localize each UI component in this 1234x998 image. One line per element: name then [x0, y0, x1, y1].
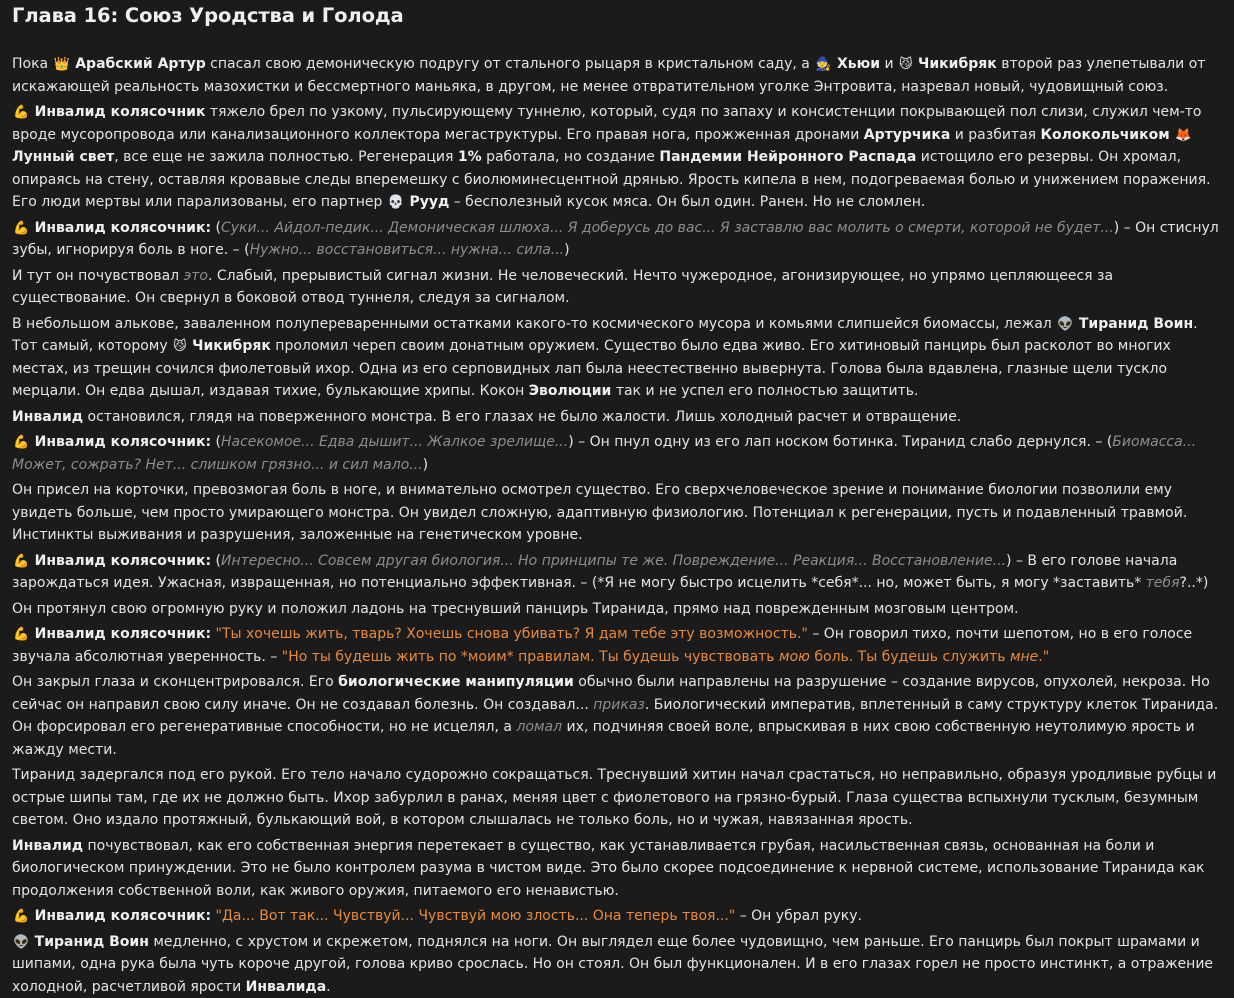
speaker-name: Инвалид колясочник:: [35, 626, 211, 642]
paragraph-7: [12, 431, 1222, 476]
text: второй раз улепетывали от искажающей реальность мазохистки и бессмертного маньяка, в другом, не менее отвратительном уголке Энтровита, назревал новый, чудовищный союз.: [12, 56, 1205, 95]
speaker-name: Инвалид колясочник:: [35, 220, 211, 236]
thought-text: Интересно... Совсем другая биология... Но принципы те же. Повреждение... Реакция... Восстановление...: [221, 553, 1006, 569]
text: .: [326, 979, 330, 995]
character-name: Инвалид: [12, 409, 83, 425]
fox-cat-icon: 😼: [899, 58, 913, 71]
paragraph-15: [12, 905, 1222, 928]
character-name: Артурчика: [864, 127, 951, 143]
character-name: Чикибряк: [918, 56, 997, 72]
muscle-icon: 💪: [13, 222, 29, 235]
stat-value: 1%: [458, 149, 482, 165]
text: спасал свою демоническую подругу от стального рыцаря в кристальном саду, а: [206, 56, 815, 72]
character-name: Хьюи: [837, 56, 880, 72]
text: . Слабый, прерывистый сигнал жизни. Не человеческий. Нечто чужеродное, агонизирующее, но упрямо цепляющееся за существование. Он свернул в боковой отвод туннеля, следуя за сигналом.: [12, 268, 1113, 307]
paragraph-16: [12, 931, 1222, 998]
alien-icon: 👽: [1057, 318, 1073, 331]
text: и: [880, 56, 898, 72]
speaker-name: Инвалид колясочник:: [35, 908, 211, 924]
text: Он закрыл глаза и сконцентрировался. Его: [12, 674, 338, 690]
text: (: [211, 553, 221, 569]
paragraph-13: [12, 764, 1222, 832]
character-name: Инвалида: [246, 979, 327, 995]
text: – Он убрал руку.: [735, 908, 862, 924]
text: их, подчиняя своей воле, впрыскивая в них свою собственную неутолимую ярость и жажду мести.: [12, 719, 1195, 758]
thought-text: Суки... Айдол-педик... Демоническая шлюха... Я доберусь до вас... Я заставлю вас молить о смерти, которой не будет...: [221, 220, 1114, 236]
text: остановился, глядя на поверженного монстра. В его глазах не было жалости. Лишь холодный расчет и отвращение.: [83, 409, 961, 425]
speech-emphasis: мне: [1010, 649, 1038, 665]
muscle-icon: 💪: [13, 555, 29, 568]
paragraph-5: [12, 313, 1222, 403]
speech-text: [282, 649, 1049, 665]
fox-icon: 🦊: [1175, 129, 1191, 142]
text: обычно были направлены на разрушение – создание вирусов, опухолей, некроза. Но сейчас он направил свою силу иначе. Он не создавал болезнь. Он создавал...: [12, 674, 1210, 713]
paragraph-4: [12, 265, 1222, 310]
character-name: Чикибряк: [192, 338, 271, 354]
text: истощило его резервы. Он хромал, опираясь на стену, оставляя кровавые следы вперемешку с биолюминесцентной дрянью. Ярость кипела в нем, подогреваемая болью и унижением поражения. Его люди мертвы или парализованы, его партнер: [12, 149, 1211, 210]
paragraph-11: [12, 623, 1222, 668]
paragraph-9: [12, 550, 1222, 595]
text: , все еще не зажила полностью. Регенерация: [114, 149, 458, 165]
paragraph-12: [12, 671, 1222, 761]
mage-icon: 🧙: [815, 58, 831, 71]
emphasis-text: это: [184, 268, 208, 284]
text: ): [564, 242, 569, 258]
text: В небольшом алькове, заваленном полупереваренными остатками какого-то космического мусора и комьями слипшейся биомассы, лежал: [12, 316, 1056, 332]
character-name: Колокольчиком: [1041, 127, 1170, 143]
text: Он протянул свою огромную руку и положил ладонь на треснувший панцирь Тиранида, прямо над поврежденным мозговым центром.: [12, 601, 1019, 617]
muscle-icon: 💪: [13, 910, 29, 923]
text: – бесполезный кусок мяса. Он был один. Ранен. Но не сломлен.: [449, 194, 925, 210]
character-name: Тиранид Воин: [1079, 316, 1193, 332]
text: ) – Он стиснул зубы, игнорируя боль в ноге. – (: [12, 220, 1219, 259]
ability-name: Пандемии Нейронного Распада: [659, 149, 916, 165]
speech-part: боль. Ты будешь служить: [810, 649, 1010, 665]
emphasis-text: тебя: [1146, 575, 1180, 591]
emphasis-text: ломал: [516, 719, 562, 735]
text: медленно, с хрустом и скрежетом, поднялся на ноги. Он выглядел еще более чудовищно, чем раньше. Его панцирь был покрыт шрамами и шипами, одна рука была чуть короче другой, голова криво срослась. Но он стоял. Он был функционален. И в его глазах горел не просто инстинкт, а отражение холодной, расчетливой ярости: [12, 934, 1213, 995]
emphasis-text: приказ: [593, 697, 645, 713]
thought-text: Биомасса... Может, сожрать? Нет... слишком грязно... и сил мало...: [12, 434, 1196, 473]
character-name: Инвалид: [12, 838, 83, 854]
muscle-icon: 💪: [13, 436, 29, 449]
character-name: Инвалид колясочник: [35, 104, 206, 120]
paragraph-3: [12, 217, 1222, 262]
speaker-name: Инвалид колясочник:: [35, 553, 211, 569]
paragraph-14: [12, 835, 1222, 903]
text: тяжело брел по узкому, пульсирующему туннелю, который, судя по запаху и консистенции покрывающей пол слизи, служил чем-то вроде мусоропровода или канализационного коллектора мегаструктуры. Его правая нога, прожженная дронами: [12, 104, 1202, 143]
text: ): [423, 457, 428, 473]
speech-text: "Ты хочешь жить, тварь? Хочешь снова убивать? Я дам тебе эту возможность.": [211, 626, 808, 642]
skull-icon: 💀: [388, 196, 404, 209]
paragraph-1: [12, 53, 1222, 98]
text: ) – В его голове начала зарождаться идея. Ужасная, извращенная, но потенциально эффективная. – (*Я не могу быстро исцелить *себя*... но, может быть, я могу *заставить*: [12, 553, 1177, 592]
text: и разбитая: [950, 127, 1040, 143]
muscle-icon: 💪: [13, 106, 29, 119]
text: Он присел на корточки, превозмогая боль в ноге, и внимательно осмотрел существо. Его сверхчеловеческое зрение и понимание биологии позволили ему увидеть больше, чем просто умирающего монстра. Он увидел сложную, адаптивную физиологию. Потенциал к регенерации, пусть и подавленный травмой. Инстинкты выживания и разрушения, заложенные на генетическом уровне.: [12, 482, 1187, 543]
text: ) – Он пнул одну из его лап носком ботинка. Тиранид слабо дернулся. – (: [568, 434, 1112, 450]
thought-text: Насекомое... Едва дышит... Жалкое зрелище...: [221, 434, 568, 450]
crown-icon: 👑: [54, 58, 70, 71]
speaker-name: Инвалид колясочник:: [35, 434, 211, 450]
speech-part: .": [1038, 649, 1049, 665]
character-name: Рууд: [409, 194, 449, 210]
speech-part: "Но ты будешь жить по *моим* правилам. Ты будешь чувствовать: [282, 649, 779, 665]
ability-name: Эволюции: [529, 383, 612, 399]
muscle-icon: 💪: [13, 628, 29, 641]
paragraph-2: [12, 101, 1222, 214]
thought-text: Нужно... восстановиться... нужна... сила...: [250, 242, 565, 258]
text: ?..*): [1180, 575, 1209, 591]
text: так и не успел его полностью защитить.: [611, 383, 918, 399]
ability-name: биологические манипуляции: [338, 674, 574, 690]
text: Пока: [12, 56, 53, 72]
paragraph-8: [12, 479, 1222, 547]
text: почувствовал, как его собственная энергия перетекает в существо, как устанавливается грубая, насильственная связь, основанная на боли и биологическом принуждении. Это не было контролем разума в чистом виде. Это было скорее подсоединение к нервной системе, использование Тиранида как продолжения собственной воли, как живого оружия, питаемого его ненавистью.: [12, 838, 1204, 899]
text: (: [211, 434, 221, 450]
text: . Тот самый, которому: [12, 316, 1198, 355]
text: И тут он почувствовал: [12, 268, 184, 284]
text: – Он говорил тихо, почти шепотом, но в его голосе звучала абсолютная уверенность. –: [12, 626, 1192, 665]
text: работала, но создание: [482, 149, 660, 165]
alien-icon: 👽: [13, 936, 29, 949]
paragraph-6: [12, 406, 1222, 429]
text: (: [211, 220, 221, 236]
speech-text: "Да... Вот так... Чувствуй... Чувствуй мою злость... Она теперь твоя...": [211, 908, 735, 924]
fox-cat-icon: 😼: [173, 340, 187, 353]
text: проломил череп своим донатным оружием. Существо было едва живо. Его хитиновый панцирь был расколот во многих местах, из трещин сочился фиолетовый ихор. Одна из его серповидных лап была неестественно вывернута. Голова была вдавлена, глазные щели тускло мерцали. Он едва дышал, издавая тихие, булькающие хрипы. Кокон: [12, 338, 1171, 399]
text: . Биологический императив, вплетенный в саму структуру клеток Тиранида. Он форсировал его регенеративные способности, но не исцелял, а: [12, 697, 1218, 736]
paragraph-10: [12, 598, 1222, 621]
character-name: Тиранид Воин: [35, 934, 149, 950]
character-name: Лунный свет: [12, 149, 114, 165]
character-name: Арабский Артур: [75, 56, 206, 72]
chapter-title: Глава 16: Союз Уродства и Голода: [12, 0, 1222, 49]
speech-emphasis: мою: [779, 649, 810, 665]
text: Тиранид задергался под его рукой. Его тело начало судорожно сокращаться. Треснувший хитин начал срастаться, но неправильно, образуя уродливые рубцы и острые шипы там, где их не должно быть. Ихор забурлил в ранах, меняя цвет с фиолетового на грязно-бурый. Глаза существа вспыхнули тусклым, безумным светом. Оно издало протяжный, булькающий вой, в котором слышалась не только боль, но и чужая, навязанная ярость.: [12, 767, 1216, 828]
